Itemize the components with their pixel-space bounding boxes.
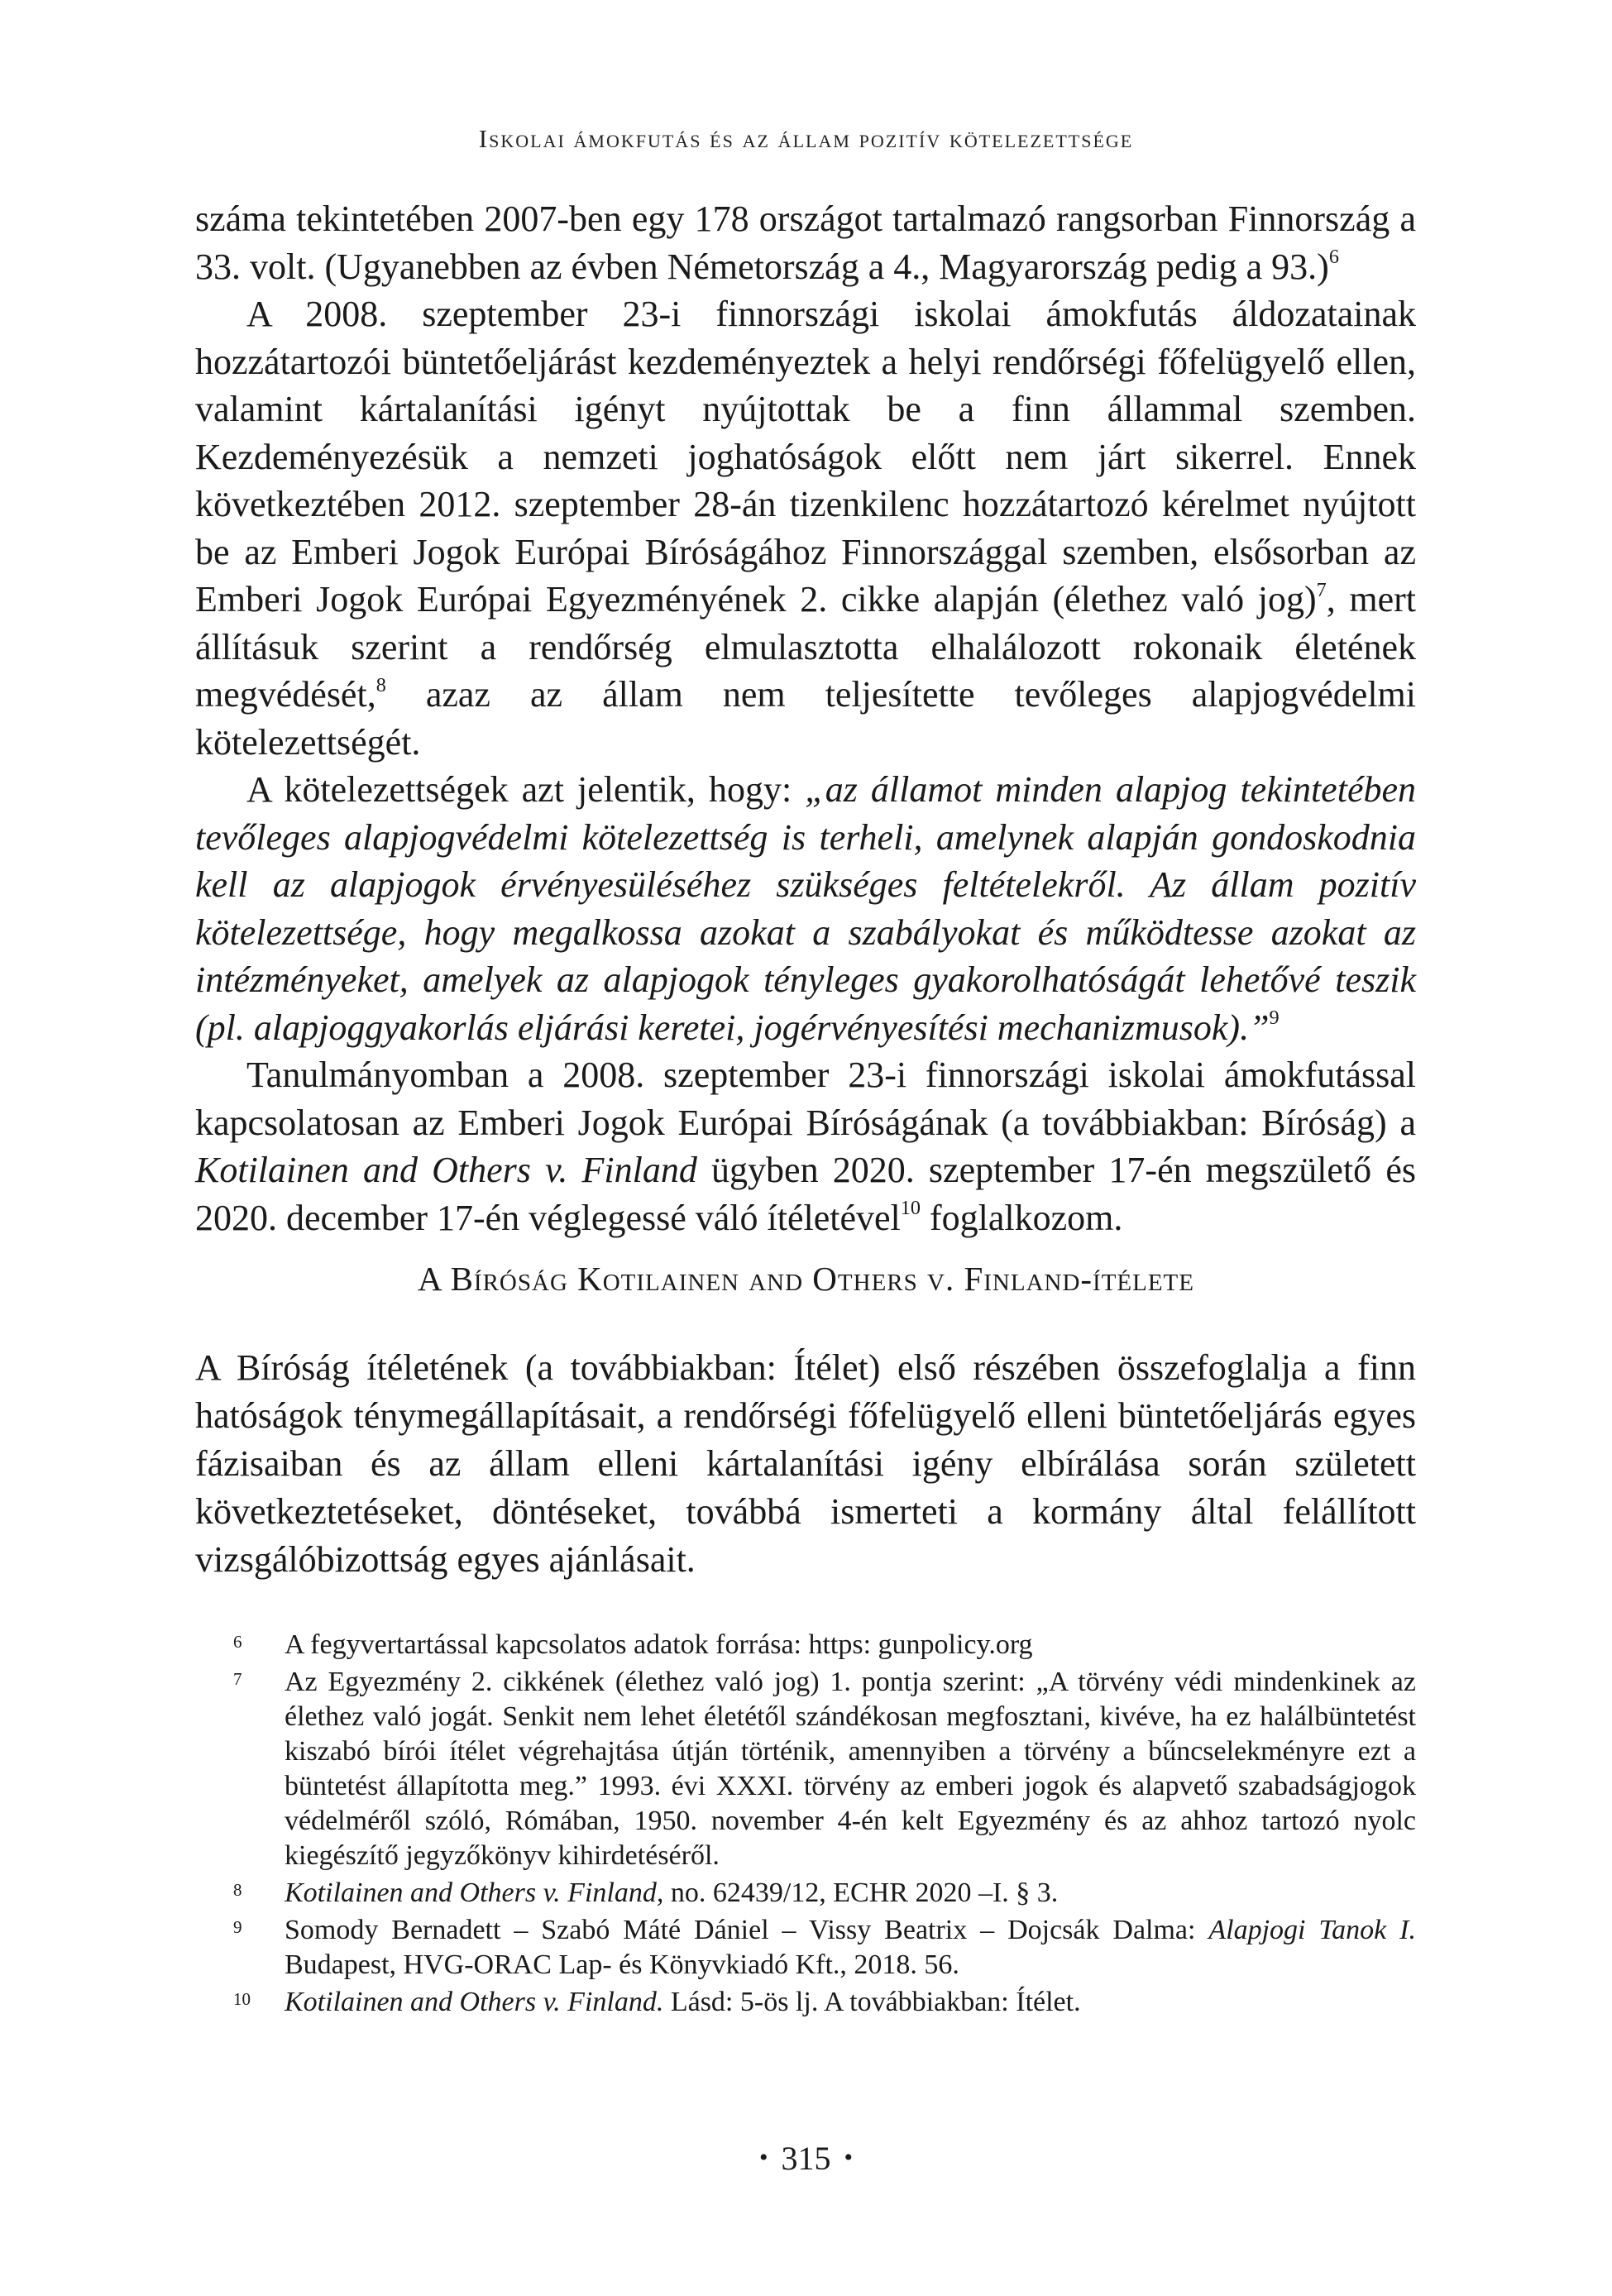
footnote-ref-10[interactable]: 10 — [900, 1197, 921, 1220]
footnote-ref-7[interactable]: 7 — [1316, 578, 1327, 601]
footnote-ref-6[interactable]: 6 — [1328, 246, 1339, 269]
footnote-6 — [195, 1628, 1416, 1662]
footnote-text: no. 62439/12, ECHR 2020 –I. § 3. — [663, 1877, 1059, 1908]
footnote-text: Budapest, HVG-ORAC Lap- és Könyvkiadó Kft., 2018. 56. — [285, 1949, 959, 1980]
footnote-number: 7 — [233, 1669, 242, 1689]
paragraph-1 — [195, 195, 1416, 290]
section-heading: A Bíróság Kotilainen and Others v. Finland-ítélete — [417, 1260, 1194, 1298]
paragraph-text: száma tekintetében 2007-ben egy 178 országot tartalmazó rangsorban Finnország a 33. volt. (Ugyanebben az évben Németország a 4., Magyarország pedig a 93.) — [195, 199, 1416, 287]
paragraph-4 — [195, 1051, 1416, 1241]
bullet-right: • — [844, 2144, 854, 2171]
footnote-10 — [195, 1985, 1416, 2020]
footnote-7 — [195, 1665, 1416, 1873]
paragraph-text: azaz az állam nem teljesítette tevőleges alapjogvédelmi kötelezettségét. — [195, 674, 1416, 763]
paragraph-text: A 2008. szeptember 23-i finnországi iskolai ámokfutás áldozatainak hozzátartozói büntetőeljárást kezdeményeztek a helyi rendőrségi főfelügyelő ellen, valamint kártalanítási igényt nyújtottak be a finn állammal szemben. Kezdeményezésük a nemzeti joghatóságok előtt nem járt sikerrel. Ennek következtében 2012. szeptember 28-án tizenkilenc hozzátartozó kérelmet nyújtott be az Emberi Jogok Európai Bíróságához Finnországgal szemben, elsősorban az Emberi Jogok Európai Egyezményének 2. cikke alapján (élethez való jog) — [195, 294, 1416, 619]
page-number-value: 315 — [781, 2140, 831, 2177]
paragraph-2 — [195, 290, 1416, 766]
footnote-number: 8 — [233, 1880, 242, 1900]
footnote-9 — [195, 1913, 1416, 1983]
footnote-italic: Kotilainen and Others v. Finland, — [285, 1877, 664, 1908]
page-number — [0, 2139, 1612, 2178]
running-head: Iskolai ámokfutás és az állam pozitív kötelezettsége — [478, 124, 1134, 153]
bullet-left: • — [758, 2144, 768, 2171]
paragraph-text: foglalkozom. — [920, 1197, 1123, 1238]
main-text — [195, 195, 1416, 1241]
footnote-ref-8[interactable]: 8 — [375, 673, 386, 696]
footnote-ref-9[interactable]: 9 — [1269, 1007, 1280, 1030]
footnote-text: Az Egyezmény 2. cikkének (élethez való jog) 1. pontja szerint: „A törvény védi mindenkinek az élethez való jogát. Senkit nem lehet életétől szándékosan megfosztani, kivéve, ha ez halálbüntetést kiszabó bírói ítélet végrehajtása útján történik, amennyiben a törvény a bűncselekményre ezt a büntetést állapította meg.” 1993. évi XXXI. törvény az emberi jogok és alapvető szabadságjogok védelméről szóló, Rómában, 1950. november 4-én kelt Egyezmény és az ahhoz tartozó nyolc kiegészítő jegyzőkönyv kihirdetéséről. — [285, 1667, 1416, 1871]
paragraph-3 — [195, 766, 1416, 1051]
paragraph-text: ügyben 2020. szeptember 17-én megszülető és 2020. december 17-én véglegessé váló ítéletével — [195, 1150, 1417, 1238]
section-paragraph: A Bíróság ítéletének (a továbbiakban: Ítélet) első részében összefoglalja a finn hatóságok ténymegállapításait, a rendőrségi főfelügyelő elleni büntetőeljárás egyes fázisaiban és az állam elleni kártalanítási igény elbírálása során született következtetéseket, döntéseket, továbbá ismerteti a kormány által felállított vizsgálóbizottság egyes ajánlásait. — [195, 1347, 1416, 1580]
footnote-number: 10 — [233, 1989, 251, 2009]
case-name: Kotilainen and Others v. Finland — [195, 1150, 697, 1190]
footnote-number: 6 — [233, 1632, 242, 1652]
footnotes — [195, 1628, 1416, 2022]
footnote-text: A fegyvertartással kapcsolatos adatok forrása: https: gunpolicy.org — [285, 1629, 1033, 1660]
paragraph-text: Tanulmányomban a 2008. szeptember 23-i finnországi iskolai ámokfutással kapcsolatosan az Emberi Jogok Európai Bíróságának (a továbbiakban: Bíróság) a — [195, 1055, 1416, 1143]
italic-quote: „az államot minden alapjog tekintetében tevőleges alapjogvédelmi kötelezettség is terheli, amelynek alapján gondoskodnia kell az alapjogok érvényesüléséhez szükséges feltételekről. Az állam pozitív kötelezettsége, hogy megalkossa azokat a szabályokat és működtesse azokat az intézményeket, amelyek az alapjogok tényleges gyakorolhatóságát lehetővé teszik (pl. alapjoggyakorlás eljárási keretei, jogérvényesítési mechanizmusok).” — [195, 769, 1416, 1048]
footnote-italic: Alapjogi Tanok I. — [1208, 1915, 1417, 1945]
paragraph-text: , mert állításuk szerint a rendőrség elmulasztotta elhalálozott rokonaik életének megvédését, — [195, 579, 1416, 715]
footnote-text: Lásd: 5-ös lj. A továbbiakban: Ítélet. — [663, 1987, 1081, 2017]
paragraph-text: A kötelezettségek azt jelentik, hogy: — [246, 769, 806, 810]
footnote-italic: Kotilainen and Others v. Finland. — [285, 1987, 664, 2017]
footnote-text: Somody Bernadett – Szabó Máté Dániel – Vissy Beatrix – Dojcsák Dalma: — [285, 1915, 1209, 1945]
footnote-8 — [195, 1876, 1416, 1911]
footnote-number: 9 — [233, 1917, 242, 1937]
